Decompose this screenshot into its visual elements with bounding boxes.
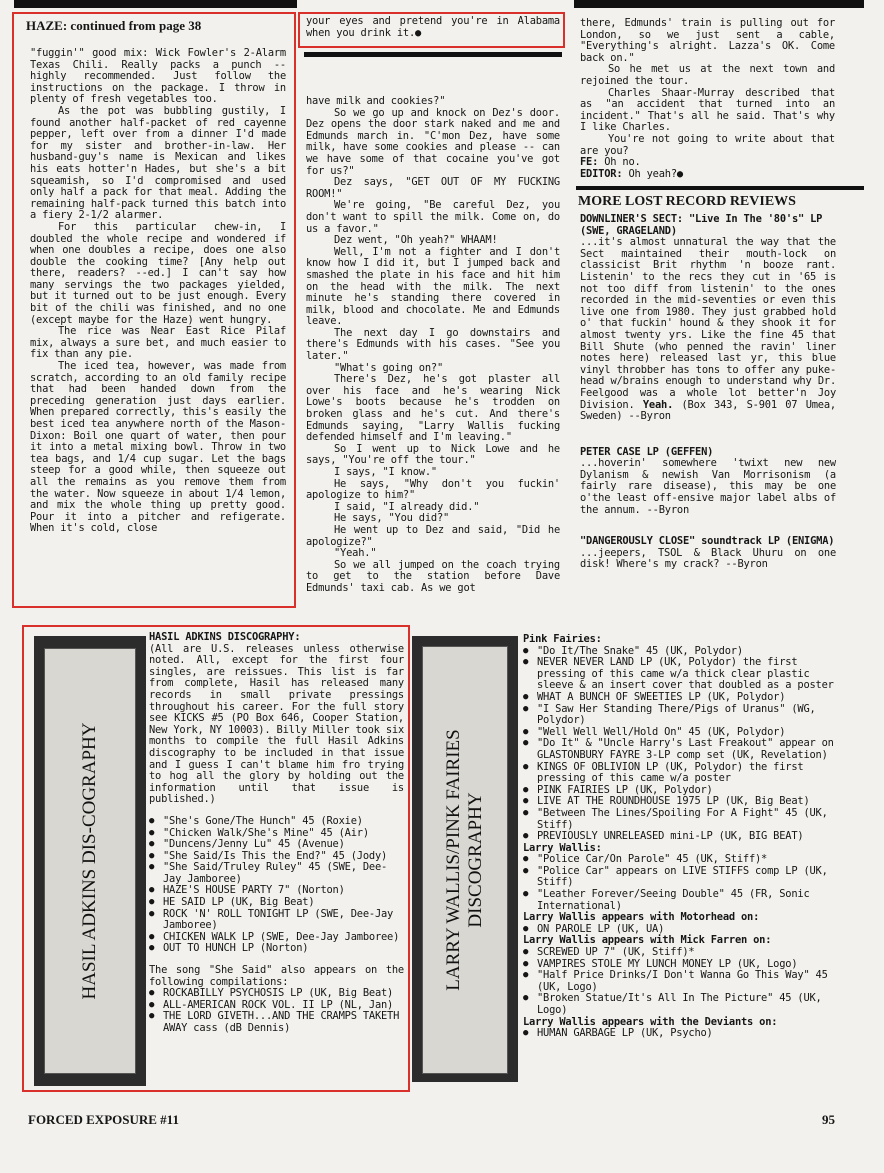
release-item: ● LIVE AT THE ROUNDHOUSE 1975 LP (UK, Big Beat) [523, 796, 841, 808]
review-text: ...hoverin' somewhere 'twixt new new Dylanism & newish Van Morrisonism (a fairly rare disease), this may be one o'the least off-ensive major label albs of the annum. --Byron [580, 457, 836, 516]
article-paragraph: The iced tea, however, was made from scratch, according to an old family recipe that had been handed down from the preceding generation just days earlier. When prepared correctly, this's easily the best iced tea anywhere north of the Mason-Dixon: Boil one quart of water, then pour it into a metal mixing bowl. Throw in two tea bags, and 1/4 cup sugar. Let the bags steep for a good while, then squeeze out all the remains as you remove them from the water. Now squeeze in about 1/4 lemon, and mix the whole thing up pretty good. Pour it into a pitcher and refigerate. When it's cold, close [30, 360, 286, 535]
article-paragraph: Well, I'm not a fighter and I don't know how I did it, but I jumped back and smashed the plate in his face and hit him on the head with the milk. The next minute he's standing there covered in milk, blood and chocolate. Me and Edmunds leave. [306, 245, 560, 328]
release-item: ● OUT TO HUNCH LP (Norton) [149, 943, 404, 955]
article-paragraph: "fuggin'" good mix: Wick Fowler's 2-Alarm Texas Chili. Really packs a punch -- highly recommended. Just follow the instructions on the package. I throw in plenty of fresh vegetables too. [30, 48, 286, 106]
release-item: ● "Police Car" appears on LIVE STIFFS comp LP (UK, Stiff) [523, 866, 841, 889]
release-item: ● "Well Well Well/Hold On" 45 (UK, Polydor) [523, 727, 841, 739]
release-item: ● "I Saw Her Standing There/Pigs of Uranus" (WG, Polydor) [523, 704, 841, 727]
wallis-interview-ending [580, 18, 835, 188]
release-item: ● "Between The Lines/Spoiling For A Fight" 45 (UK, Stiff) [523, 808, 841, 831]
hasil-intro: (All are U.S. releases unless otherwise noted. All, except for the first four singles, are reissues. This list is far from complete, Hasil has released many records in small private pressings throughout his career. For the full story see KICKS #5 (PO Box 646, Cooper Station, New York, NY 10003). Billy Miller took six months to compile the full Hasil Adkins discography to be included in that issue and I guess I can't blame him fro trying to hog all the glory by holding out the information until that issue is published.) [149, 642, 404, 806]
hasil-side-label [44, 648, 136, 1074]
discography-section-heading: Pink Fairies: [523, 634, 602, 645]
review-emphasis: Yeah. [634, 398, 674, 411]
article-paragraph: Dez says, "GET OUT OF MY FUCKING ROOM!" [306, 176, 560, 200]
review-title: "DANGEROUSLY CLOSE" soundtrack LP (ENIGMA) [580, 535, 835, 548]
wallis-discography [523, 634, 841, 1108]
haze-ending-text: your eyes and pretend you're in Alabama when you drink it.● [306, 16, 560, 39]
release-item: ● "Half Price Drinks/I Don't Wanna Go This Way" 45 (UK, Logo) [523, 970, 841, 993]
article-paragraph: have milk and cookies?" [306, 96, 446, 107]
release-item: ● "She Said/Is This the End?" 45 (Jody) [149, 851, 404, 863]
release-item: ● HUMAN GARBAGE LP (UK, Psycho) [523, 1028, 841, 1040]
review-title: PETER CASE LP (GEFFEN) [580, 445, 714, 458]
article-paragraph: The rice was Near East Rice Pilaf mix, always a sure bet, and much easier to fix than any pie. [30, 325, 286, 361]
article-paragraph: Charles Shaar-Murray described that as "an accident that turned into an incident." That's all he said. That's why I like Charles. [580, 86, 835, 134]
release-item: ● "She's Gone/The Hunch" 45 (Roxie) [149, 816, 404, 828]
release-item: ● SCREWED UP 7" (UK, Stiff)* [523, 947, 841, 959]
wallis-label-line1: LARRY WALLIS/PINK FAIRIES [443, 729, 464, 991]
footer-page-number: 95 [822, 1112, 835, 1127]
review-title: DOWNLINER'S SECT: "Live In The '80's" LP (SWE, GRAGELAND) [580, 214, 823, 237]
wallis-label-line2: DISCOGRAPHY [465, 792, 486, 928]
article-paragraph: He says, "Why don't you fuckin' apologize to him?" [306, 477, 560, 502]
column2-divider [304, 52, 562, 57]
discography-section-heading: Larry Wallis appears with the Deviants on: [523, 1015, 778, 1028]
article-paragraph: "What's going on?" [334, 361, 444, 374]
release-item: ● "Duncens/Jenny Lu" 45 (Avenue) [149, 839, 404, 851]
top-rule-right [574, 0, 864, 8]
dialogue-speaker: FE: [580, 156, 599, 169]
reviews-divider [576, 186, 864, 190]
discography-list [523, 947, 841, 1017]
discography-list [523, 646, 841, 843]
article-paragraph: So we go up and knock on Dez's door. Dez opens the door stark naked and me and Edmunds march in. "C'mon Dez, have some milk, have some cookies and please -- can we have some of that cocaine you've got for us?" [306, 106, 560, 177]
compilation-item: ● ALL-AMERICAN ROCK VOL. II LP (NL, Jan) [149, 1000, 404, 1012]
hasil-compilations-intro: The song "She Said" also appears on the following compilations: [149, 964, 404, 988]
discography-section-heading: Larry Wallis: [523, 841, 602, 854]
dialogue-text: Oh yeah?● [622, 167, 683, 180]
footer-magazine-title: FORCED EXPOSURE #11 [28, 1112, 179, 1127]
release-item: ● CHICKEN WALK LP (SWE, Dee-Jay Jamboree) [149, 932, 404, 944]
release-item: ● HE SAID LP (UK, Big Beat) [149, 897, 404, 909]
hasil-heading: HASIL ADKINS DISCOGRAPHY: [149, 632, 301, 643]
hasil-release-list [149, 816, 404, 955]
dialogue-text: Oh no. [598, 156, 641, 169]
article-paragraph: "Yeah." [334, 547, 377, 560]
release-item: ● KINGS OF OBLIVION LP (UK, Polydor) the first pressing of this came w/a poster [523, 762, 841, 785]
article-paragraph: So we all jumped on the coach trying to get to the station before Dave Edmunds' taxi cab. As we got [306, 558, 560, 594]
article-paragraph: there, Edmunds' train is pulling out for London, so we just sent a cable, "Everything's alright. Lazza's OK. Come back on." [580, 18, 835, 64]
continued-header: HAZE: continued from page 38 [26, 18, 202, 33]
release-item: ● ROCK 'N' ROLL TONIGHT LP (SWE, Dee-Jay Jamboree) [149, 909, 404, 932]
discography-section-heading: Larry Wallis appears with Motorhead on: [523, 911, 760, 924]
hasil-discography [149, 632, 404, 1088]
discography-list [523, 854, 841, 912]
discography-list [523, 1028, 841, 1040]
release-item: ● PREVIOUSLY UNRELEASED mini-LP (UK, BIG BEAT) [523, 831, 841, 843]
release-item: ● WHAT A BUNCH OF SWEETIES LP (UK, Polydor) [523, 692, 841, 704]
article-paragraph: Dez went, "Oh yeah?" WHAAM! [334, 234, 498, 247]
release-item: ● "Do It" & "Uncle Harry's Last Freakout" appear on GLASTONBURY FAYRE 3-LP comp set (UK, Revelation) [523, 738, 841, 761]
release-item: ● VAMPIRES STOLE MY LUNCH MONEY LP (UK, Logo) [523, 959, 841, 971]
discography-list [523, 924, 841, 936]
review-text: ...jeepers, TSOL & Black Uhuru on one disk! Where's my crack? --Byron [580, 546, 836, 571]
release-item: ● NEVER NEVER LAND LP (UK, Polydor) the first pressing of this came w/a thick clear plastic sleeve & an insert cover that doubled as a poster [523, 657, 841, 692]
review-address: (Box 343, S-901 07 Umea, Sweden) --Byron [580, 398, 836, 423]
review-spacer [580, 516, 836, 536]
dialogue-speaker: EDITOR: [580, 167, 623, 180]
wallis-side-label-text [443, 660, 487, 1060]
wallis-interview-column [306, 96, 560, 612]
dialogue-line [580, 169, 835, 181]
review-text: ...it's almost unnatural the way that the Sect maintained their mouth-lock on classicist Brit rhythm 'n booze rant. Listenin' to the recs they cut in '65 is not too diff from listenin' to the ones recorded in the mid-seventies or even this live one from 1980. They just grabbed hold o' that fuckin' hound & they shook it for almost twenty yrs. Like the fine 45 that Bill Shute (who penned the ravin' liner notes here) released last yr, this blue vinyl throbber has tons to offer any puke-head w/brains enough to understand why Dr. Feelgood was a whole lot better'n Joy Division. [580, 236, 836, 411]
review-body [580, 458, 836, 516]
release-item: ● "Police Car/On Parole" 45 (UK, Stiff)* [523, 854, 841, 866]
release-item: ● "Do It/The Snake" 45 (UK, Polydor) [523, 646, 841, 658]
article-paragraph: There's Dez, he's got plaster all over his face and he's wearing Nick Lowe's boots because he's trodden on broken glass and he's cut. And there's Edmunds saying, "Larry Wallis fucking defended himself and I'm leaving." [306, 373, 560, 444]
compilation-item: ● THE LORD GIVETH...AND THE CRAMPS TAKETH AWAY cass (dB Dennis) [149, 1011, 404, 1034]
haze-column [30, 48, 286, 606]
reviews-column [580, 214, 836, 610]
discography-section-heading: Larry Wallis appears with Mick Farren on: [523, 934, 772, 947]
release-item: ● PINK FAIRIES LP (UK, Polydor) [523, 785, 841, 797]
article-paragraph: You're not going to write about that are you? [580, 132, 835, 157]
wallis-side-label [422, 646, 508, 1074]
hasil-side-label-text: HASIL ADKINS DIS-COGRAPHY [79, 722, 100, 1000]
hasil-compilation-list [149, 988, 404, 1034]
review-body [580, 237, 836, 423]
release-item: ● "Broken Statue/It's All In The Picture" 45 (UK, Logo) [523, 993, 841, 1016]
release-item: ● ON PAROLE LP (UK, UA) [523, 924, 841, 936]
release-item: ● "Leather Forever/Seeing Double" 45 (FR, Sonic International) [523, 889, 841, 912]
reviews-heading: MORE LOST RECORD REVIEWS [578, 194, 796, 209]
release-item: ● "She Said/Truley Ruley" 45 (SWE, Dee-Jay Jamboree) [149, 862, 404, 885]
article-paragraph: We're going, "Be careful Dez, you don't want to spill the milk. Come on, do us a favor." [306, 199, 560, 235]
release-item: ● HAZE'S HOUSE PARTY 7" (Norton) [149, 885, 404, 897]
article-paragraph: I says, "I know." [334, 466, 437, 478]
review-body [580, 548, 836, 571]
article-paragraph: As the pot was bubbling gustily, I found another half-packet of red cayenne pepper, left over from a dinner I'd made for my sister and brother-in-law. Her husband-guy's name is Mexican and likes his eats hotter'n Hades, but she's a bit squeamish, so I'd compromised and used only half a pack for that meal. Adding the remaining half-pack turned this batch into a fiery 2-1/2 alarmer. [30, 104, 286, 222]
review-spacer [580, 423, 836, 447]
article-paragraph: The next day I go downstairs and there's Edmunds with his cases. "See you later." [306, 326, 560, 363]
article-paragraph: So he met us at the next town and rejoined the tour. [580, 63, 835, 87]
article-paragraph: So I went up to Nick Lowe and he says, "You're off the tour." [306, 442, 560, 467]
article-paragraph: He says, "You did?" [334, 512, 450, 525]
release-item: ● "Chicken Walk/She's Mine" 45 (Air) [149, 828, 404, 840]
article-paragraph: He went up to Dez and said, "Did he apologize?" [306, 523, 560, 548]
article-paragraph: I said, "I already did." [334, 500, 480, 513]
compilation-item: ● ROCKABILLY PSYCHOSIS LP (UK, Big Beat) [149, 988, 404, 1000]
top-rule-left [14, 0, 297, 8]
article-paragraph: For this particular chew-in, I doubled the whole recipe and wondered if when one doubles a recipe, does one also double the cooking time? [Any help out there, readers? --ed.] I can't say how many servings the two packages yielded, but it turned out to be just enough. Every bit of the chili was finished, and no one (except maybe for the Haze) went hungry. [30, 220, 286, 326]
